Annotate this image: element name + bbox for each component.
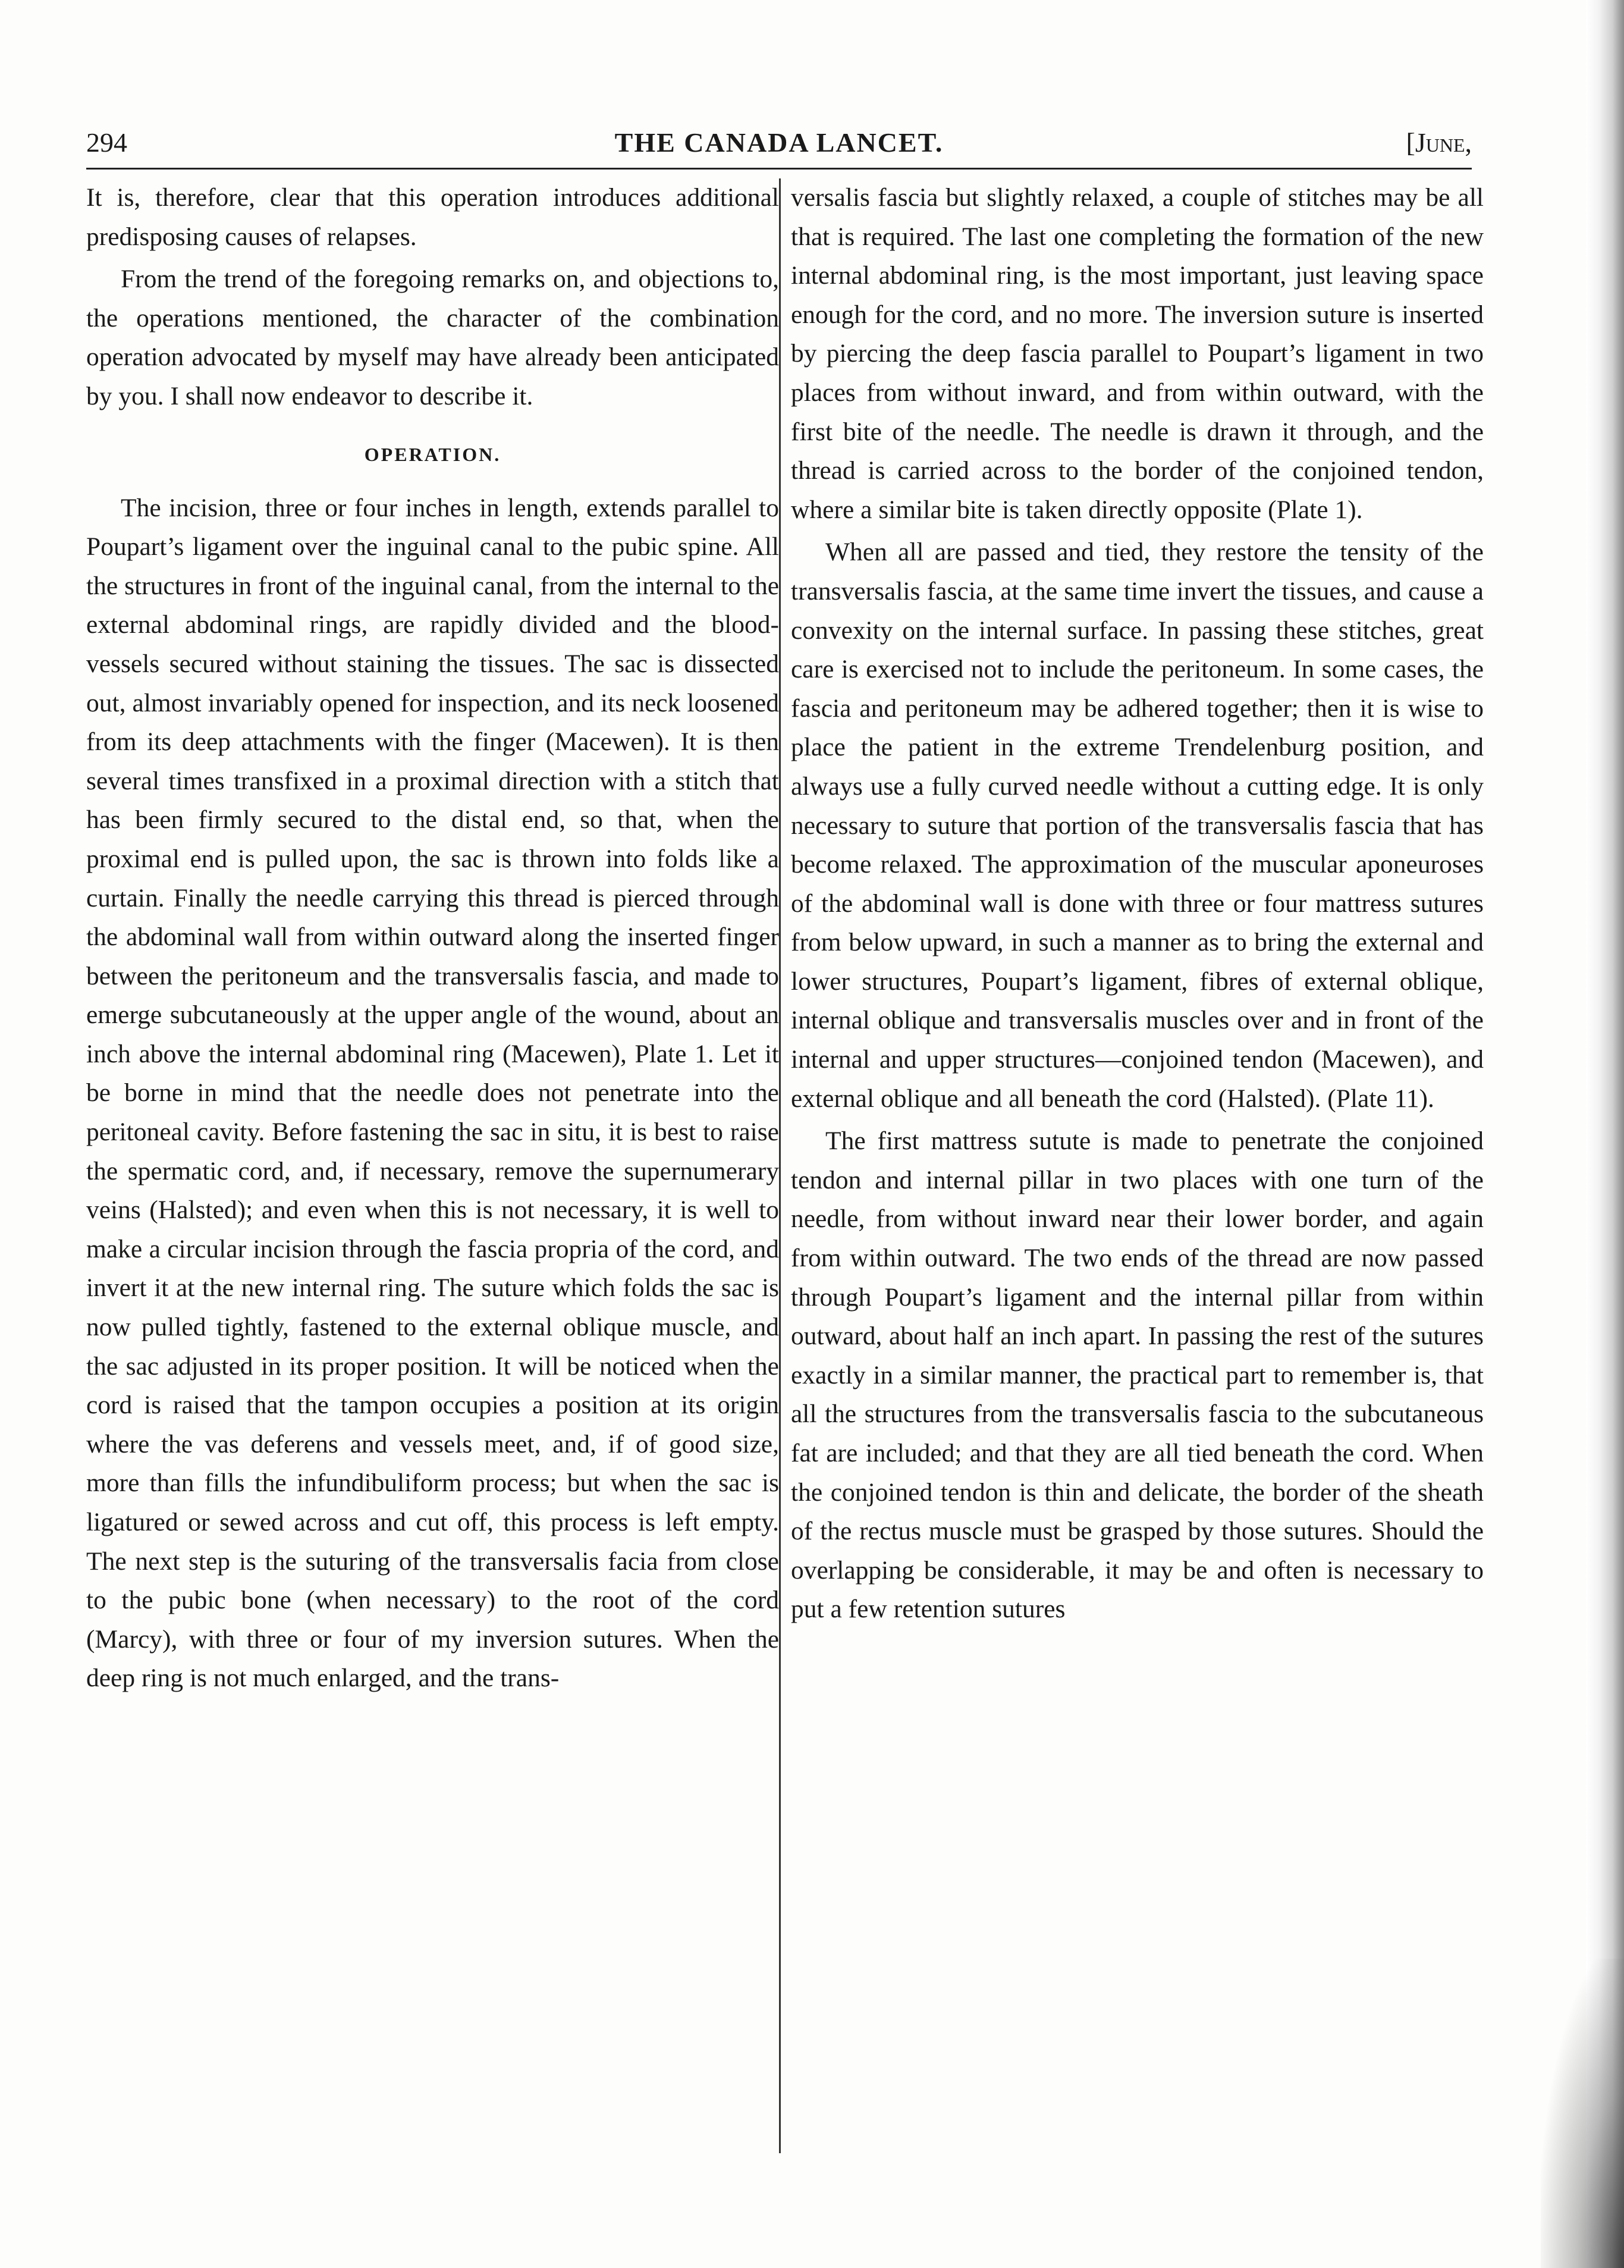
intro-paragraph: It is, therefore, clear that this operation introduces additional predisposing causes of relapses.: [86, 183, 779, 251]
right-column: [791, 178, 1484, 1629]
left-column: [86, 178, 779, 1698]
binding-shadow: [1541, 1959, 1624, 2268]
mattress-paragraph: The first mattress sutute is made to penetrate the conjoined tendon and internal pillar in two places with one turn of the needle, from without inward near their lower border, and again from within outward. The two ends of the thread are now passed through Poupart’s ligament and the internal pillar from within outward, about half an inch apart. In passing the rest of the sutures exactly in a similar manner, the practical part to remember is, that all the structures from the transversalis fascia to the subcutaneous fat are included; and that they are all tied beneath the cord. When the conjoined tendon is thin and delicate, the border of the sheath of the rectus muscle must be grasped by those sutures. Should the overlapping be considerable, it may be and often is necessary to put a few retention sutures: [791, 1127, 1484, 1624]
trend-paragraph: From the trend of the foregoing remarks on, and objections to, the operations mentioned, the character of the combination operation advocated by myself may have already been anticipated by you. I shall now endeavor to describe it.: [86, 265, 779, 410]
running-header: [86, 124, 1472, 162]
binding-edge: [1586, 0, 1624, 2268]
operation-paragraph: The incision, three or four inches in length, extends parallel to Poupart’s ligament over the inguinal canal to the pubic spine. All the structures in front of the inguinal canal, from the internal to the external abdominal rings, are rapidly divided and the blood-vessels secured without staining the tissues. The sac is dissected out, almost invariably opened for inspection, and its neck loosened from its deep attachments with the finger (Macewen). It is then several times transfixed in a proximal direction with a stitch that has been firmly secured to the distal end, so that, when the proximal end is pulled upon, the sac is thrown into folds like a curtain. Finally the needle carrying this thread is pierced through the abdominal wall from within outward along the inserted finger between the peritoneum and the transversalis fascia, and made to emerge subcutaneously at the upper angle of the wound, about an inch above the internal abdominal ring (Macewen), Plate 1. Let it be borne in mind that the needle does not penetrate into the peritoneal cavity. Before fastening the sac in situ, it is best to raise the spermatic cord, and, if necessary, remove the supernumerary veins (Halsted); and even when this is not necessary, it is well to make a circular incision through the fascia propria of the cord, and invert it at the new internal ring. The suture which folds the sac is now pulled tightly, fastened to the external oblique muscle, and the sac adjusted in its proper position. It will be noticed when the cord is raised that the tampon occupies a position at its origin where the vas deferens and vessels meet, and, if of good size, more than fills the infundibuliform process; but when the sac is ligatured or sewed across and cut off, this process is left empty. The next step is the suturing of the transversalis facia from close to the pubic bone (when necessary) to the root of the cord (Marcy), with three or four of my inversion sutures. When the deep ring is not much enlarged, and the trans-: [86, 493, 779, 1693]
page-number: 294: [86, 127, 127, 158]
continuation-paragraph: versalis fascia but slightly relaxed, a couple of stitches may be all that is required. The last one completing the formation of the new internal abdominal ring, is the most important, just leaving space enough for the cord, and no more. The inversion suture is inserted by piercing the deep fascia parallel to Poupart’s ligament in two places from without inward, and from within outward, with the first bite of the needle. The needle is drawn it through, and the thread is carried across to the border of the conjoined tendon, where a similar bite is taken directly opposite (Plate 1).: [791, 183, 1484, 524]
journal-title: THE CANADA LANCET.: [614, 127, 944, 158]
column-divider: [779, 178, 781, 2153]
section-heading-operation: OPERATION.: [364, 443, 501, 465]
running-date: [June,: [1406, 127, 1472, 158]
tied-paragraph: When all are passed and tied, they restore the tensity of the transversalis fascia, at the same time invert the tissues, and cause a convexity on the internal surface. In passing these stitches, great care is exercised not to include the peritoneum. In some cases, the fascia and peritoneum may be adhered together; then it is wise to place the patient in the extreme Trendelenburg position, and always use a fully curved needle without a cutting edge. It is only necessary to suture that portion of the transversalis fascia that has become relaxed. The approximation of the muscular aponeuroses of the abdominal wall is done with three or four mattress sutures from below upward, in such a manner as to bring the external and lower structures, Poupart’s ligament, fibres of external oblique, internal oblique and transversalis muscles over and in front of the internal and upper structures—conjoined tendon (Macewen), and external oblique and all beneath the cord (Halsted). (Plate 11).: [791, 538, 1484, 1113]
header-rule: [86, 168, 1472, 170]
